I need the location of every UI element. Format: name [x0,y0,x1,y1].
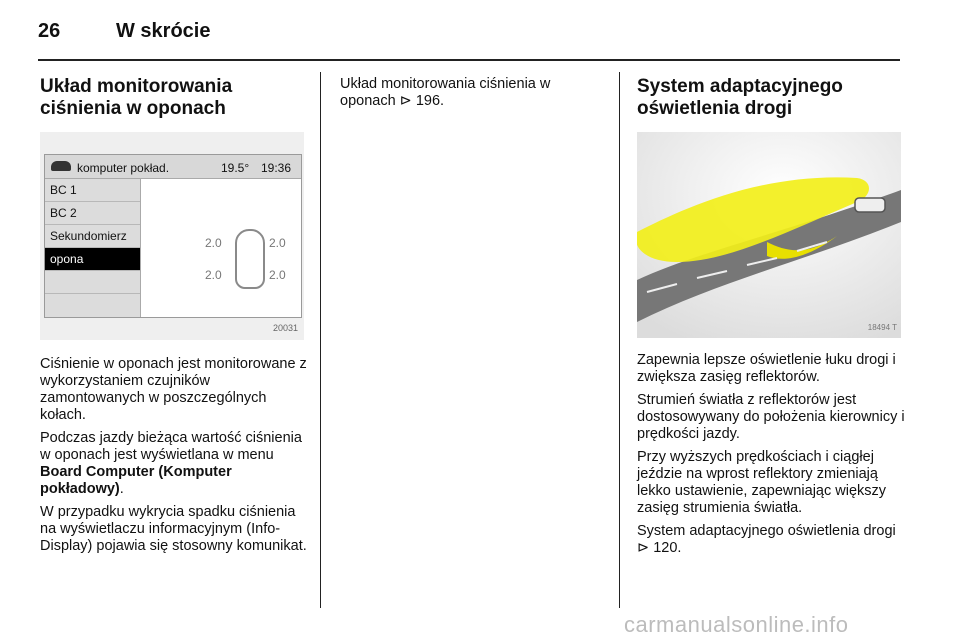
pressure-front-left: 2.0 [205,236,222,250]
menu-item-bc1: BC 1 [45,179,140,202]
paragraph: Przy wyższych prędkościach i ciągłej jeździe na wprost reflektory zmieniają lekko ustawienie, zapewniając większy zasięg strumienia światła. [637,449,887,516]
paragraph: Zapewnia lepsze oświetlenie łuku drogi i zwiększa zasięg reflektorów. [637,352,896,385]
column-adaptive-lighting [637,76,907,563]
menu-item-stopwatch: Sekundomierz [45,225,140,248]
paragraph-text: Podczas jazdy bieżąca wartość ciśnienia w oponach jest wyświetlana w menu [40,430,302,463]
menu-item-bc2: BC 2 [45,202,140,225]
car-icon [51,161,71,171]
section-heading-tire-pressure: Układ monitorowania ciśnienia w oponach [40,76,233,119]
paragraph-text: . [119,481,124,497]
column-divider-2 [619,72,620,608]
column-tire-pressure [40,76,308,561]
display-temperature: 19.5° [221,161,250,175]
cross-reference[interactable] [340,76,608,110]
menu-item-tire: opona [45,248,140,271]
display-title: komputer pokład. [77,161,170,175]
page-header [38,20,900,60]
pressure-rear-right: 2.0 [269,268,286,282]
figure-code: 20031 [272,323,298,333]
pressure-rear-left: 2.0 [205,268,222,282]
header-divider [38,59,900,61]
menu-item-empty [45,271,140,294]
display-top-bar [45,155,301,179]
paragraph: Strumień światła z reflektorów jest dostosowywany do położenia kierownicy i prędkości jazdy. [637,392,905,442]
menu-name-board-computer: Board Computer (Komputer pokładowy) [40,464,232,497]
watermark-brand: carmanualsonline.info [624,612,849,637]
page-title: W skrócie [116,20,211,42]
car-icon [855,198,885,212]
display-menu [45,179,141,317]
paragraph: Ciśnienie w oponach jest monitorowane z wykorzystaniem czujników zamontowanych w poszczególnych kołach. [40,356,307,423]
paragraph: W przypadku wykrycia spadku ciśnienia na wyświetlaczu informacyjnym (Info-Display) pojawia się stosowny komunikat. [40,504,307,554]
section-heading-adaptive-lighting: System adaptacyjnego oświetlenia drogi [637,76,843,119]
display-time: 19:36 [261,161,292,175]
figure-adaptive-headlights [637,132,901,338]
figure-info-display [40,132,304,340]
column-reference [340,76,608,116]
reference-page: 120. [653,540,682,556]
car-top-view-icon [235,229,265,289]
page-number: 26 [38,20,61,42]
reference-arrow-icon: ⊳ [399,93,412,109]
reference-text: System adaptacyjnego oświetlenia drogi [637,523,896,539]
reference-text: Układ monitorowania ciśnienia w oponach [340,76,551,109]
reference-page: 196. [415,93,445,109]
cross-reference[interactable] [637,523,907,557]
column-divider-1 [320,72,321,608]
figure-code: 18494 T [867,323,897,332]
tire-pressure-diagram [205,227,301,297]
headlight-illustration [637,132,901,338]
info-display-screen [44,154,302,318]
pressure-front-right: 2.0 [269,236,286,250]
paragraph [40,430,308,498]
reference-arrow-icon: ⊳ [637,540,650,556]
